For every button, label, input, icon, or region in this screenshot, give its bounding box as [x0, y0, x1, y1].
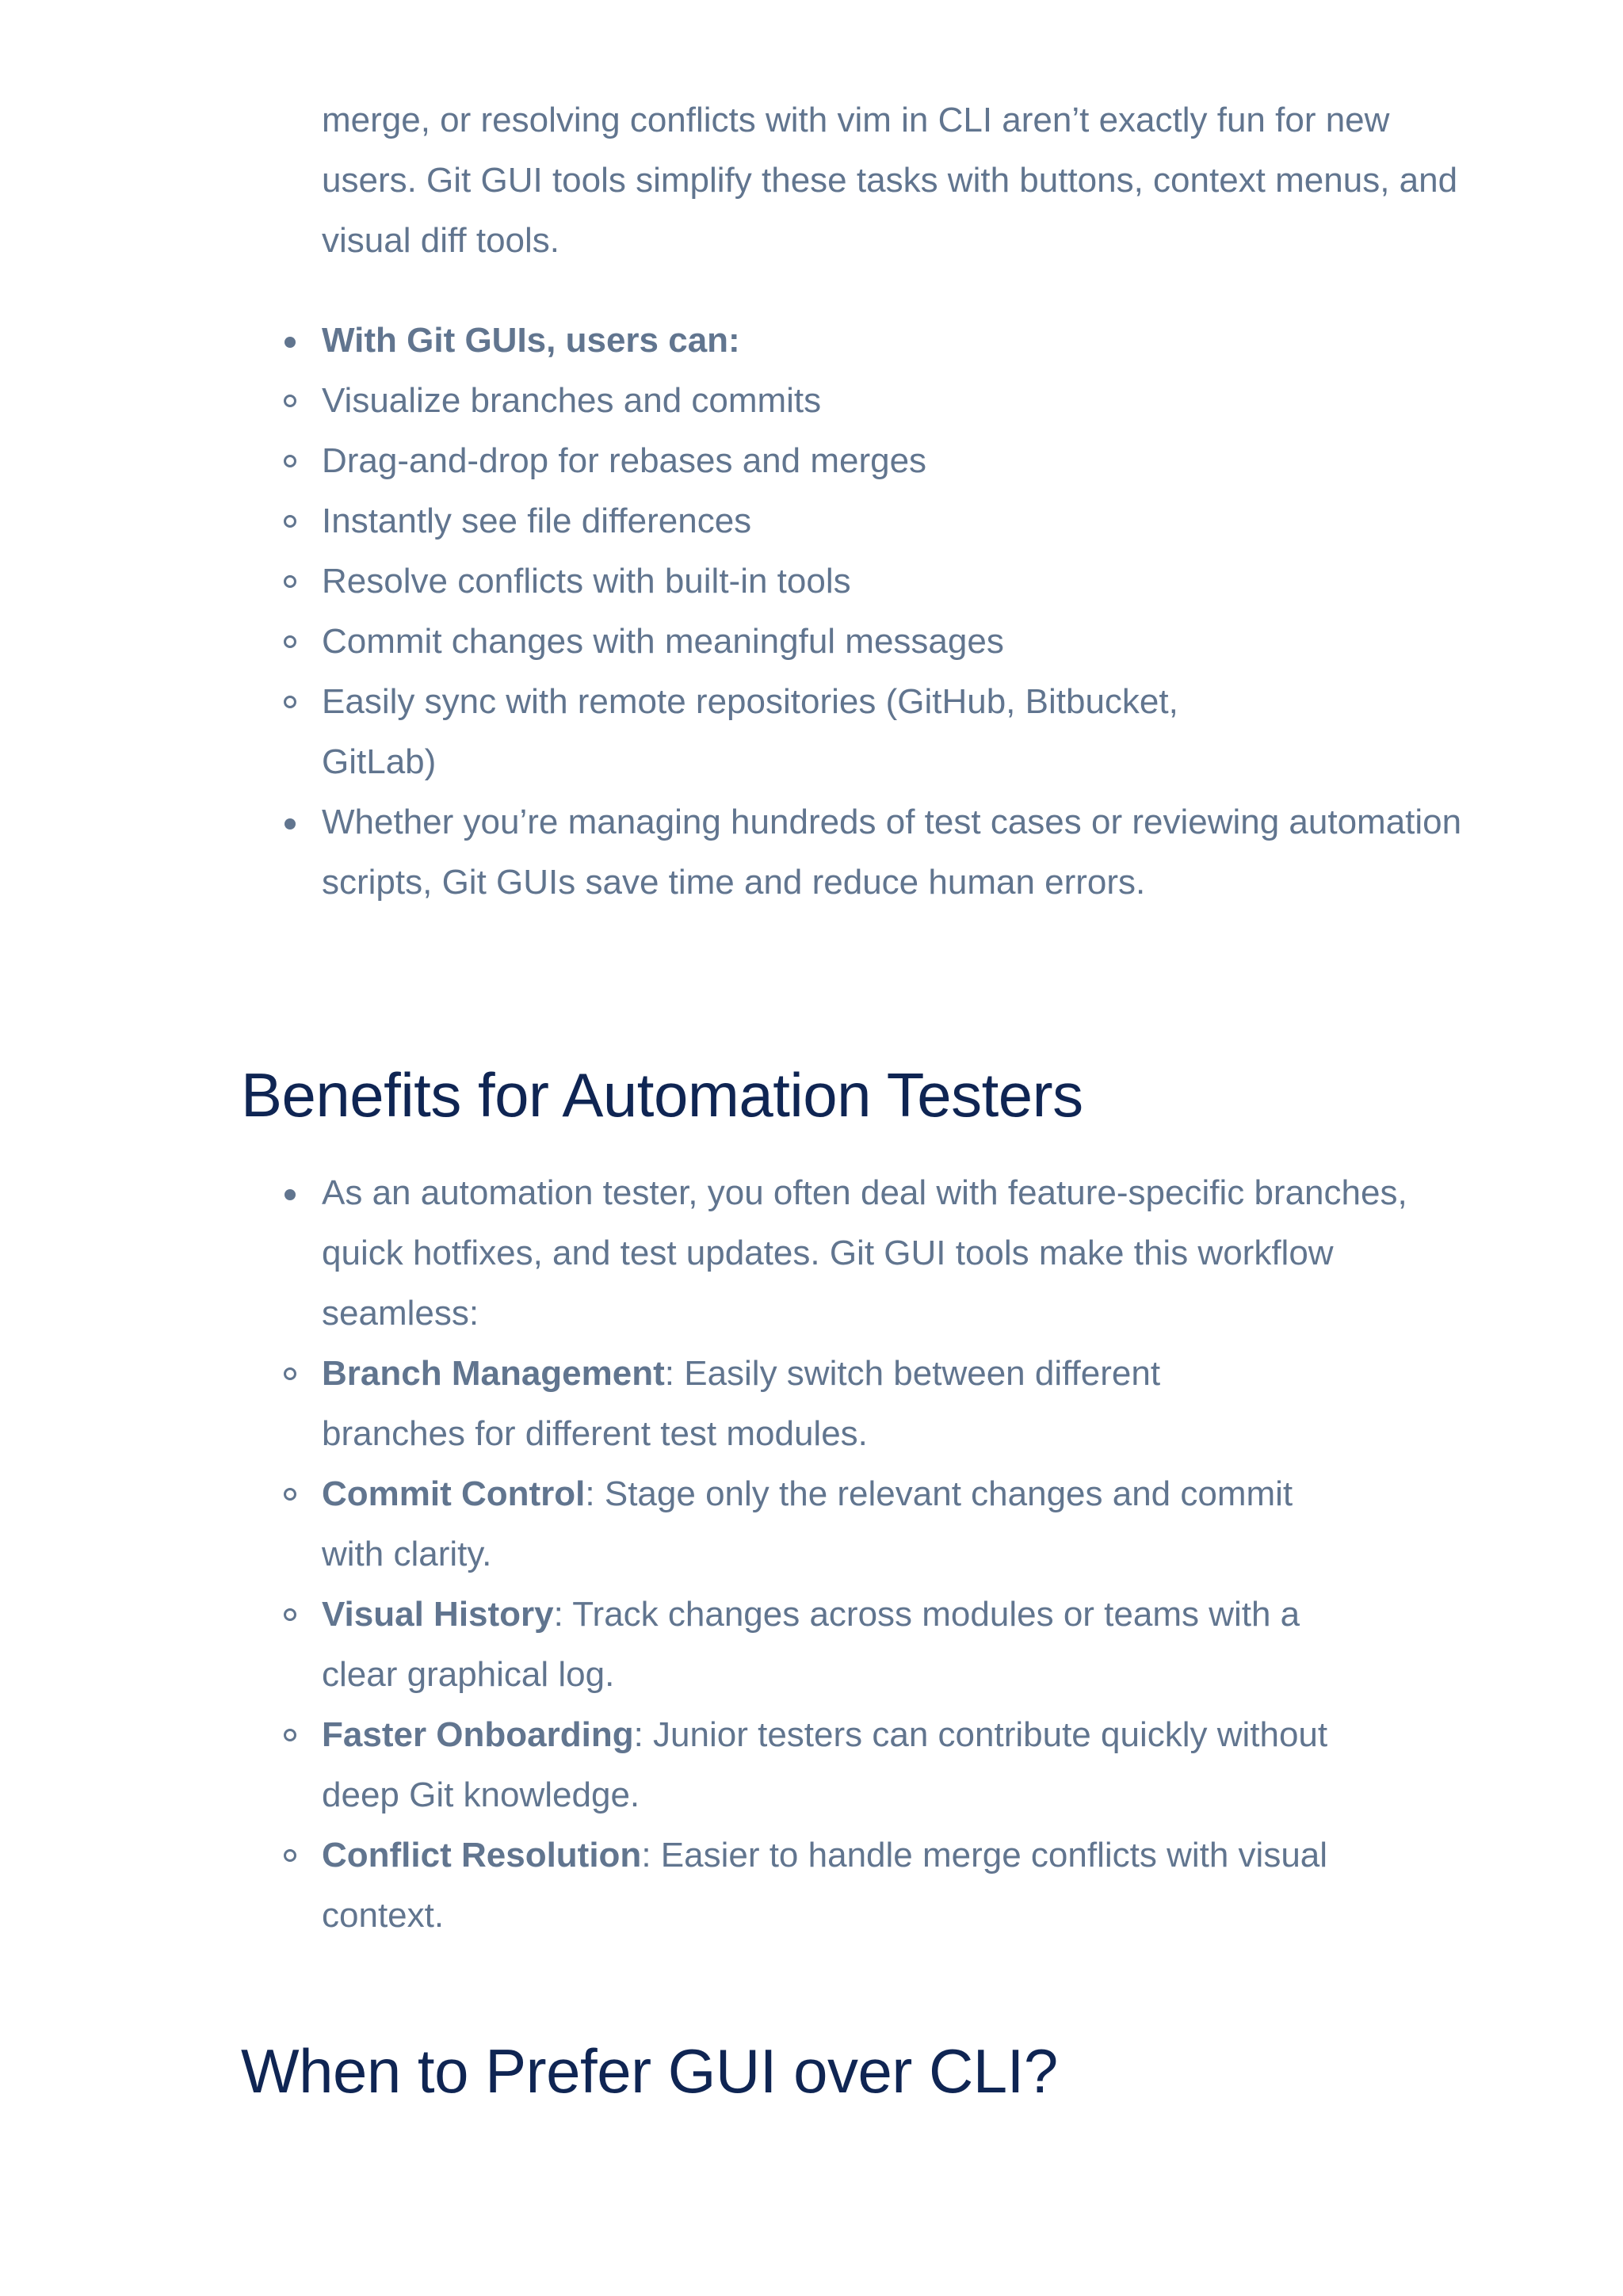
benefits-lead-text: As an automation tester, you often deal with feature-specific branches, quick hotfixes, and test updates. Git GUI tools make this workflow seamless: — [322, 1173, 1407, 1333]
list-item-gui-closing — [322, 792, 1479, 913]
section-heading-benefits: Benefits for Automation Testers — [241, 1060, 1083, 1130]
benefits-sub-list — [239, 1344, 1352, 1946]
description: : Track changes across modules or teams with a clear graphical log. — [322, 1595, 1300, 1694]
gui-bullet-list — [322, 311, 1479, 913]
gui-sub-list — [239, 371, 1479, 792]
term: Conflict Resolution — [322, 1836, 642, 1875]
list-item-visual-history — [322, 1585, 1312, 1705]
term: Commit Control — [322, 1474, 586, 1513]
list-item-gui-lead — [322, 311, 1479, 792]
list-item: Resolve conflicts with built-in tools — [322, 551, 1479, 612]
list-item: Easily sync with remote repositories (GitHub, Bitbucket, GitLab) — [322, 672, 1296, 792]
description: : Easily switch between different branches for different test modules. — [322, 1354, 1161, 1453]
list-item: Drag-and-drop for rebases and merges — [322, 431, 1479, 491]
list-item: Visualize branches and commits — [322, 371, 1479, 431]
term: Faster Onboarding — [322, 1715, 634, 1754]
intro-paragraph: merge, or resolving conflicts with vim in CLI aren’t exactly fun for new users. Git GUI tools simplify these tasks with buttons, context menus, and visual diff tools. — [322, 101, 1458, 260]
gui-lead-text: With Git GUIs, users can: — [322, 321, 740, 360]
description: : Easier to handle merge conflicts with visual context. — [322, 1836, 1328, 1935]
list-item: Commit changes with meaningful messages — [322, 612, 1479, 672]
section-heading-when-to-prefer: When to Prefer GUI over CLI? — [241, 2036, 1058, 2106]
list-item-faster-onboarding — [322, 1705, 1352, 1825]
term: Branch Management — [322, 1354, 665, 1393]
list-item: Instantly see file differences — [322, 491, 1479, 551]
list-item-branch-management — [322, 1344, 1312, 1464]
list-item-benefits-lead — [322, 1163, 1479, 1946]
benefits-bullet-list — [322, 1163, 1479, 1946]
list-item-conflict-resolution — [322, 1825, 1352, 1946]
list-item-commit-control — [322, 1464, 1312, 1585]
term: Visual History — [322, 1595, 554, 1634]
description: : Stage only the relevant changes and commit with clarity. — [322, 1474, 1293, 1573]
gui-closing-text: Whether you’re managing hundreds of test cases or reviewing automation scripts, Git GUIs save time and reduce human errors. — [322, 803, 1462, 902]
description: : Junior testers can contribute quickly without deep Git knowledge. — [322, 1715, 1328, 1814]
